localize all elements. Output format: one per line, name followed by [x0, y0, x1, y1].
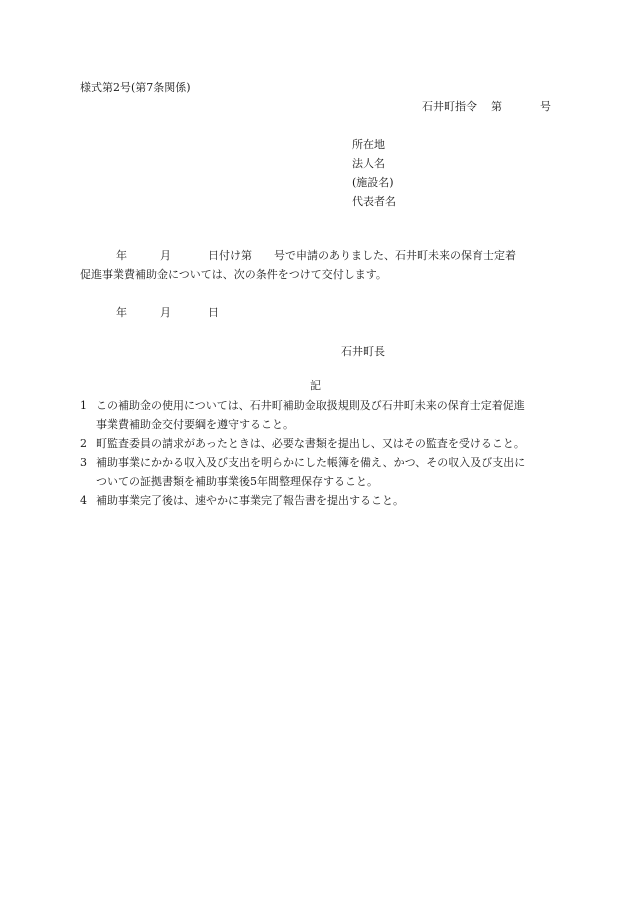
- condition-text: 補助事業にかかる収入及び支出を明らかにした帳簿を備え、かつ、その収入及び支出に: [96, 456, 526, 469]
- directive-dai: 第: [491, 100, 502, 113]
- body-day-prefix: 日付け第: [208, 249, 252, 262]
- condition-text: この補助金の使用については、石井町補助金取扱規則及び石井町未来の保育士定着促進: [96, 399, 525, 412]
- body-month: 月: [160, 249, 171, 262]
- mayor-signature: 石井町長: [341, 345, 385, 358]
- date-year: 年: [116, 306, 127, 319]
- condition-item-4: [80, 495, 404, 506]
- condition-number: 2: [80, 437, 87, 450]
- body-line-1: [116, 250, 516, 261]
- body-line1-rest: 号で申請のありました、石井町未来の保育士定着: [274, 249, 516, 262]
- directive-go: 号: [540, 100, 551, 113]
- body-line-2: 促進事業費補助金については、次の条件をつけて交付します。: [80, 268, 387, 281]
- condition-item-3-continuation: ついての証拠書類を補助事業後5年間整理保存すること。: [96, 475, 378, 488]
- recipient-address-label: 所在地: [352, 138, 385, 151]
- body-year: 年: [116, 249, 127, 262]
- condition-text: 補助事業完了後は、速やかに事業完了報告書を提出すること。: [96, 494, 404, 507]
- recipient-representative-label: 代表者名: [352, 195, 396, 208]
- condition-number: 3: [80, 456, 87, 469]
- condition-item-1-continuation: 事業費補助金交付要綱を遵守すること。: [96, 418, 294, 431]
- directive-prefix: 石井町指令: [422, 100, 477, 113]
- ki-heading: 記: [310, 379, 321, 392]
- issue-date: [116, 307, 219, 318]
- date-day: 日: [208, 306, 219, 319]
- recipient-facility-label: (施設名): [352, 176, 394, 189]
- date-month: 月: [160, 306, 171, 319]
- condition-item-2: [80, 438, 525, 449]
- condition-item-3: [80, 457, 525, 468]
- condition-number: 1: [80, 399, 87, 412]
- condition-number: 4: [80, 494, 87, 507]
- form-label: 様式第2号(第7条関係): [80, 81, 191, 94]
- condition-item-1: [80, 400, 525, 411]
- recipient-corp-name-label: 法人名: [352, 157, 385, 170]
- condition-text: 町監査委員の請求があったときは、必要な書類を提出し、又はその監査を受けること。: [96, 437, 525, 450]
- directive-number: [422, 101, 551, 112]
